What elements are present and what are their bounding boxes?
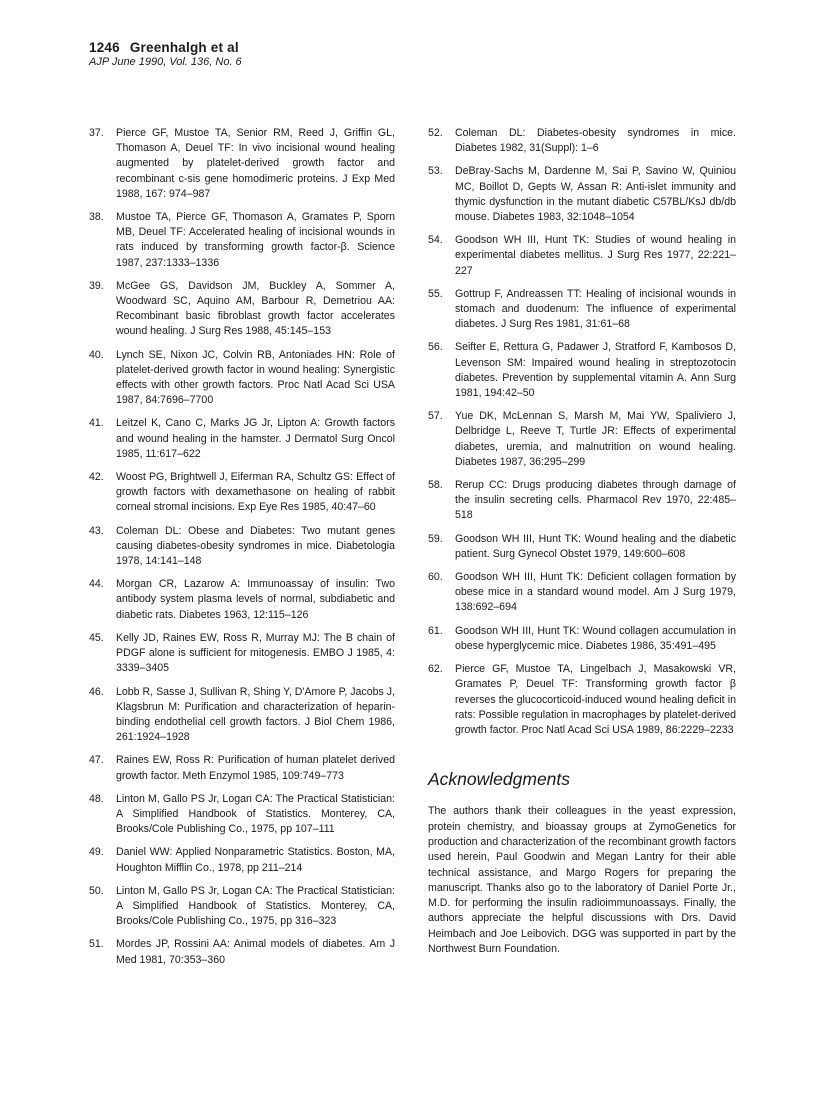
reference-number: 47. [89, 754, 104, 767]
reference-62 [428, 662, 736, 738]
reference-60 [428, 570, 736, 616]
reference-45 [89, 631, 395, 677]
reference-38 [89, 210, 395, 271]
reference-number: 51. [89, 938, 104, 951]
reference-number: 53. [428, 165, 443, 178]
reference-52 [428, 126, 736, 156]
reference-50 [89, 884, 395, 930]
reference-number: 52. [428, 127, 443, 139]
journal-citation: AJP June 1990, Vol. 136, No. 6 [89, 56, 242, 68]
reference-number: 61. [428, 624, 443, 637]
reference-text: Mordes JP, Rossini AA: Animal models of diabetes. Am J Med 1981, 70:353–360 [116, 938, 395, 966]
reference-number: 43. [89, 524, 104, 537]
reference-text: Coleman DL: Obese and Diabetes: Two mutant genes causing diabetes-obesity syndromes in mice. Diabetologia 1978, 14:141–148 [116, 524, 395, 568]
reference-text: DeBray-Sachs M, Dardenne M, Sai P, Savino W, Quiniou MC, Boillot D, Gepts W, Assan R: Anti-islet immunity and thymic dysfunction in the mutant diabetic C57BL/KsJ db/db mouse. Diabetes 1983, 32:1048–1054 [455, 165, 736, 224]
reference-text: McGee GS, Davidson JM, Buckley A, Sommer A, Woodward SC, Aquino AM, Barbour R, Demetriou AA: Recombinant basic fibroblast growth factor accelerates wound healing. J Surg Res 1988, 45:145–153 [116, 279, 395, 338]
reference-55 [428, 287, 736, 333]
reference-number: 54. [428, 234, 443, 247]
reference-text: Goodson WH III, Hunt TK: Studies of wound healing in experimental diabetes mellitus. J Surg Res 1977, 22:221–227 [455, 234, 736, 277]
reference-text: Woost PG, Brightwell J, Eiferman RA, Schultz GS: Effect of growth factors with dexamethasone on healing of rabbit corneal stromal incisions. Exp Eye Res 1985, 40:47–60 [116, 471, 395, 514]
header-line [89, 40, 749, 55]
reference-text: Lynch SE, Nixon JC, Colvin RB, Antoniades HN: Role of platelet-derived growth factor in wound healing: Synergistic effects with other growth factors. Proc Natl Acad Sci USA 1987, 84:7696–7700 [116, 348, 395, 407]
reference-text: Goodson WH III, Hunt TK: Deficient collagen formation by obese mice in a standard wound model. Am J Surg 1979, 138:692–694 [455, 571, 736, 614]
reference-text: Coleman DL: Diabetes-obesity syndromes in mice. Diabetes 1982, 31(Suppl): 1–6 [455, 127, 736, 155]
reference-text: Gottrup F, Andreassen TT: Healing of incisional wounds in stomach and duodenum: The influence of experimental diabetes. J Surg Res 1981, 31:61–68 [455, 287, 736, 331]
acknowledgments-heading: Acknowledgments [428, 769, 571, 790]
reference-number: 62. [428, 663, 443, 676]
reference-number: 46. [89, 685, 104, 698]
references-right-column [428, 126, 736, 968]
reference-text: Raines EW, Ross R: Purification of human platelet derived growth factor. Meth Enzymol 1985, 109:749–773 [116, 754, 395, 782]
reference-37 [89, 126, 395, 202]
reference-text: Goodson WH III, Hunt TK: Wound healing and the diabetic patient. Surg Gynecol Obstet 1979, 149:600–608 [455, 532, 736, 560]
reference-number: 44. [89, 578, 104, 591]
reference-number: 45. [89, 631, 104, 644]
reference-48 [89, 792, 395, 838]
reference-46 [89, 685, 395, 746]
reference-number: 57. [428, 410, 443, 423]
reference-number: 37. [89, 127, 104, 139]
reference-59 [428, 532, 736, 562]
reference-number: 38. [89, 211, 104, 224]
reference-number: 39. [89, 279, 104, 292]
reference-text: Linton M, Gallo PS Jr, Logan CA: The Practical Statistician: A Simplified Handbook of Statistics. Monterey, CA, Brooks/Cole Publishing Co., 1975, pp 107–111 [116, 792, 395, 836]
reference-number: 42. [89, 471, 104, 484]
reference-text: Goodson WH III, Hunt TK: Wound collagen accumulation in obese hyperglycemic mice. Diabetes 1986, 35:491–495 [455, 624, 736, 652]
reference-number: 60. [428, 571, 443, 584]
reference-number: 56. [428, 341, 443, 354]
reference-39 [89, 279, 395, 340]
reference-58 [428, 478, 736, 524]
reference-text: Pierce GF, Mustoe TA, Senior RM, Reed J, Griffin GL, Thomason A, Deuel TF: In vivo incisional wound healing augmented by platelet-derived growth factor and recombinant c-sis gene homodimeric proteins. J Exp Med 1988, 167: 974–987 [116, 127, 395, 200]
reference-number: 48. [89, 792, 104, 805]
reference-53 [428, 164, 736, 225]
reference-43 [89, 524, 395, 570]
reference-text: Linton M, Gallo PS Jr, Logan CA: The Practical Statistician: A Simplified Handbook of Statistics. Monterey, CA, Brooks/Cole Publishing Co., 1975, pp 316–323 [116, 884, 395, 928]
reference-51 [89, 937, 395, 967]
reference-57 [428, 409, 736, 470]
reference-47 [89, 753, 395, 783]
reference-56 [428, 340, 736, 401]
reference-text: Kelly JD, Raines EW, Ross R, Murray MJ: The B chain of PDGF alone is sufficient for mitogenesis. EMBO J 1985, 4: 3339–3405 [116, 631, 395, 675]
reference-text: Lobb R, Sasse J, Sullivan R, Shing Y, D'Amore P, Jacobs J, Klagsbrun M: Purification and characterization of heparin-binding endothelial cell growth factors. J Biol Chem 1986, 261:1924–1928 [116, 685, 395, 744]
header-authors: Greenhalgh et al [129, 40, 239, 55]
reference-number: 55. [428, 287, 443, 300]
reference-text: Daniel WW: Applied Nonparametric Statistics. Boston, MA, Houghton Mifflin Co., 1978, pp 211–214 [116, 846, 395, 874]
reference-number: 40. [89, 348, 104, 361]
reference-text: Leitzel K, Cano C, Marks JG Jr, Lipton A: Growth factors and wound healing in the hamster. J Dermatol Surg Oncol 1985, 11:617–622 [116, 417, 395, 460]
reference-number: 58. [428, 479, 443, 492]
reference-54 [428, 233, 736, 279]
reference-61 [428, 624, 736, 654]
reference-text: Morgan CR, Lazarow A: Immunoassay of insulin: Two antibody system plasma levels of normal, subdiabetic and diabetic rats. Diabetes 1963, 12:115–126 [116, 578, 395, 621]
reference-42 [89, 470, 395, 516]
reference-49 [89, 845, 395, 875]
reference-text: Pierce GF, Mustoe TA, Lingelbach J, Masakowski VR, Gramates P, Deuel TF: Transforming growth factor β reverses the glucocorticoid-induced wound healing deficit in rats: Possible regulation in macrophages by platelet-derived growth factor. Proc Natl Acad Sci USA 1989, 86:2229–2233 [455, 663, 736, 736]
reference-40 [89, 348, 395, 409]
page-number: 1246 [89, 40, 120, 55]
running-header [89, 40, 749, 68]
reference-number: 50. [89, 884, 104, 897]
reference-text: Yue DK, McLennan S, Marsh M, Mai YW, Spaliviero J, Delbridge L, Reeve T, Turtle JR: Effects of experimental diabetes, uremia, and malnutrition on wound healing. Diabetes 1987, 36:295–299 [455, 410, 736, 468]
reference-text: Rerup CC: Drugs producing diabetes through damage of the insulin secreting cells. Pharmacol Rev 1970, 22:485–518 [455, 479, 736, 522]
reference-number: 59. [428, 532, 443, 545]
acknowledgments-text: The authors thank their colleagues in the yeast expression, protein chemistry, and bioassay groups at ZymoGenetics for production and characterization of the recombinant growth factors used herein, Paul Goodwin and Megan Lantry for their able technical assistance, and Margo Rogers for preparing the manuscript. Thanks also go to the laboratory of Daniel Porte Jr., M.D. for performing the insulin radioimmunoassays. Finally, the authors appreciate the helpful discussions with Drs. David Heimbach and Joe Leibovich. DGG was supported in part by the Northwest Burn Foundation. [428, 805, 736, 955]
reference-number: 49. [89, 846, 104, 859]
reference-41 [89, 416, 395, 462]
reference-text: Seifter E, Rettura G, Padawer J, Stratford F, Kambosos D, Levenson SM: Impaired wound healing in streptozotocin diabetes. Prevention by supplemental vitamin A. Ann Surg 1981, 194:42–50 [455, 341, 736, 400]
reference-44 [89, 577, 395, 623]
references-left-column [89, 126, 395, 976]
reference-number: 41. [89, 417, 104, 430]
reference-text: Mustoe TA, Pierce GF, Thomason A, Gramates P, Sporn MB, Deuel TF: Accelerated healing of incisional wounds in rats induced by transforming growth factor-β. Science 1987, 237:1333–1336 [116, 211, 395, 269]
